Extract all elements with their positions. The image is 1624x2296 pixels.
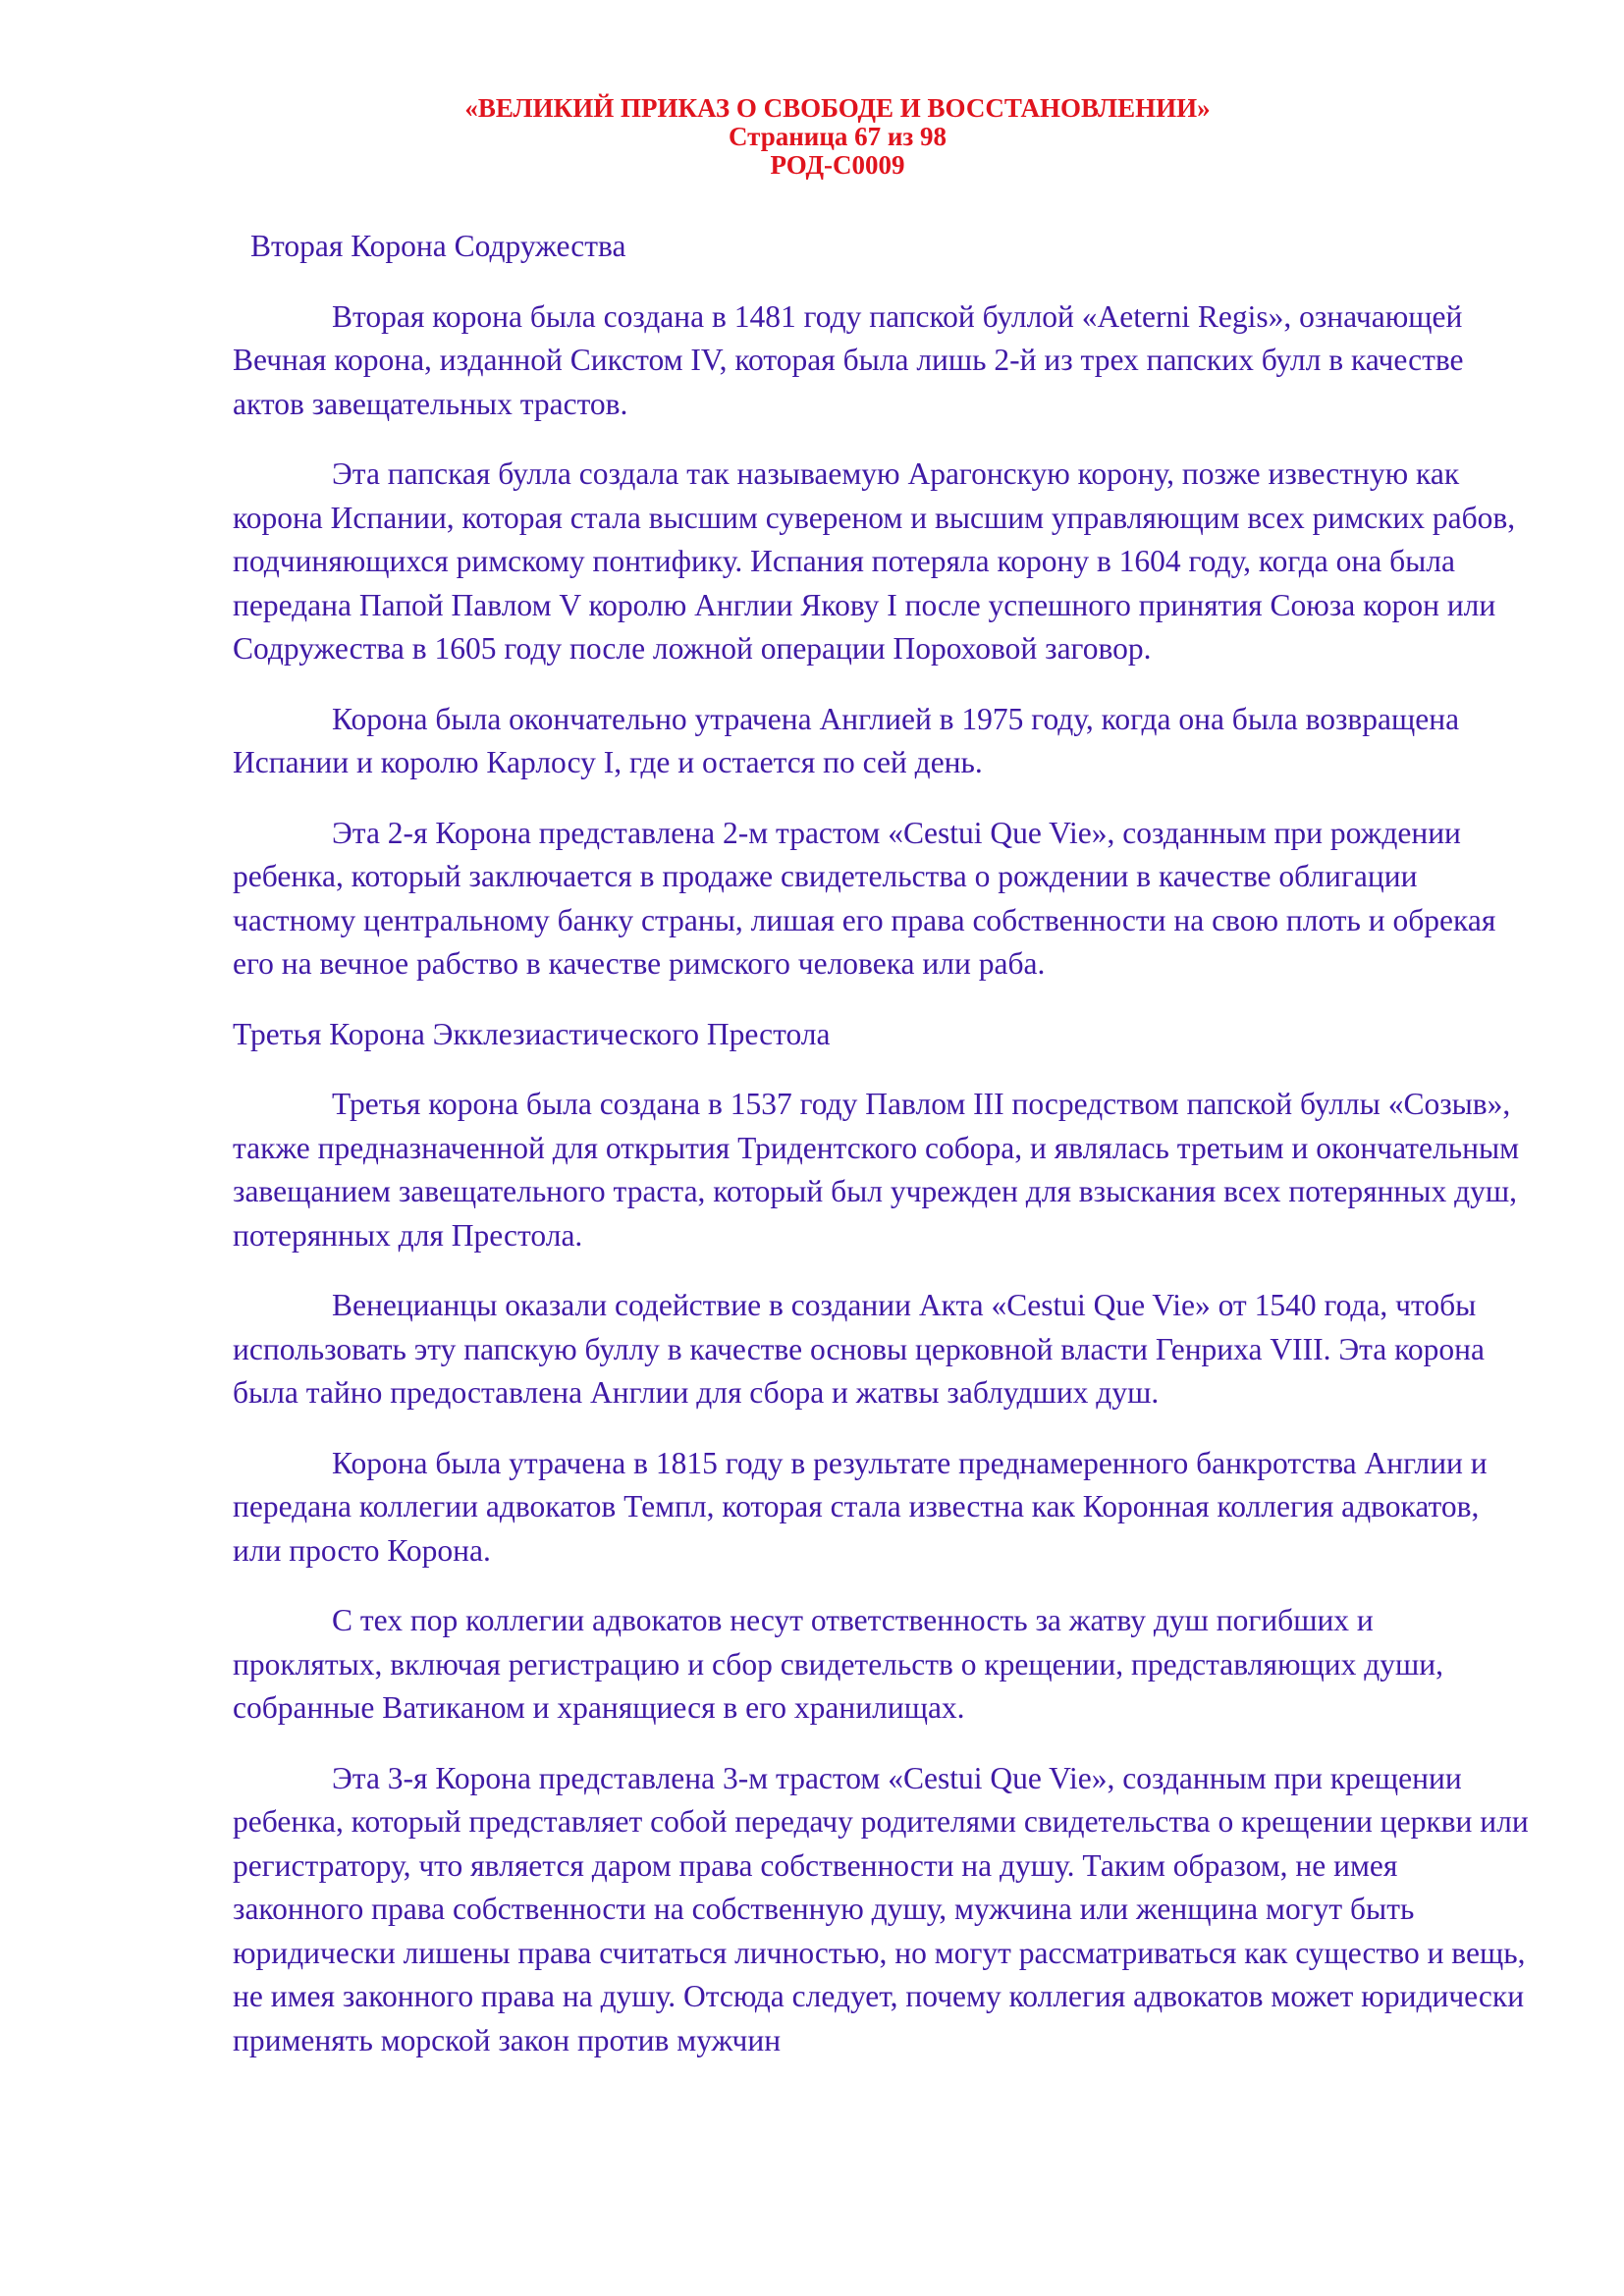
paragraph: Эта 2-я Корона представлена 2-м трастом «Cestui Que Vie», созданным при рождении ребенка, который заключается в продаже свидетельства о рождении в качестве облигации частному центральному банку страны, лишая его права собственности на свою плоть и обрекая его на вечное рабство в качестве римского человека или раба. bbox=[233, 815, 1496, 981]
page-header bbox=[0, 94, 1624, 180]
paragraph: Эта папская булла создала так называемую Арагонскую корону, позже известную как корона Испании, которая стала высшим сувереном и высшим управляющим всех римских рабов, подчиняющихся римскому понтифику. Испания потеряла корону в 1604 году, когда она была передана Папой Павлом V королю Англии Якову I после успешного принятия Союза корон или Содружества в 1605 году после ложной операции Пороховой заговор. bbox=[233, 456, 1516, 666]
document-title: «ВЕЛИКИЙ ПРИКАЗ О СВОБОДЕ И ВОССТАНОВЛЕНИИ» bbox=[464, 93, 1211, 123]
document-body bbox=[233, 225, 1529, 2089]
paragraph: Корона была окончательно утрачена Англией в 1975 году, когда она была возвращена Испании и королю Карлосу I, где и остается по сей день. bbox=[233, 701, 1460, 779]
page-number: Страница 67 из 98 bbox=[728, 122, 947, 151]
paragraph: С тех пор коллегии адвокатов несут ответственность за жатву душ погибших и проклятых, включая регистрацию и сбор свидетельств о крещении, представляющих души, собранные Ватиканом и хранящиеся в его хранилищах. bbox=[233, 1603, 1443, 1725]
paragraph: Венецианцы оказали содействие в создании Акта «Cestui Que Vie» от 1540 года, чтобы использовать эту папскую буллу в качестве основы церковной власти Генриха VIII. Эта корона была тайно предоставлена Англии для сбора и жатвы заблудших душ. bbox=[233, 1288, 1485, 1410]
section-heading-second-crown: Вторая Корона Содружества bbox=[250, 229, 626, 263]
document-code: РОД-С0009 bbox=[770, 150, 905, 180]
paragraph: Эта 3-я Корона представлена 3-м трастом «Cestui Que Vie», созданным при крещении ребенка, который представляет собой передачу родителями свидетельства о крещении церкви или регистратору, что является даром права собственности на душу. Таким образом, не имея законного права собственности на собственную душу, мужчина или женщина могут быть юридически лишены права считаться личностью, но могут рассматриваться как существо и вещь, не имея законного права на душу. Отсюда следует, почему коллегия адвокатов может юридически применять морской закон против мужчин bbox=[233, 1760, 1529, 2057]
section-heading-third-crown: Третья Корона Экклезиастического Престола bbox=[233, 1016, 831, 1051]
paragraph: Третья корона была создана в 1537 году Павлом III посредством папской буллы «Созыв», также предназначенной для открытия Тридентского собора, и являлась третьим и окончательным завещанием завещательного траста, который был учрежден для взыскания всех потерянных душ, потерянных для Престола. bbox=[233, 1087, 1520, 1253]
paragraph: Вторая корона была создана в 1481 году папской буллой «Aeterni Regis», означающей Вечная корона, изданной Сикстом IV, которая была лишь 2-й из трех папских булл в качестве актов завещательных трастов. bbox=[233, 298, 1464, 421]
paragraph: Корона была утрачена в 1815 году в результате преднамеренного банкротства Англии и передана коллегии адвокатов Темпл, которая стала известна как Коронная коллегия адвокатов, или просто Корона. bbox=[233, 1445, 1488, 1568]
